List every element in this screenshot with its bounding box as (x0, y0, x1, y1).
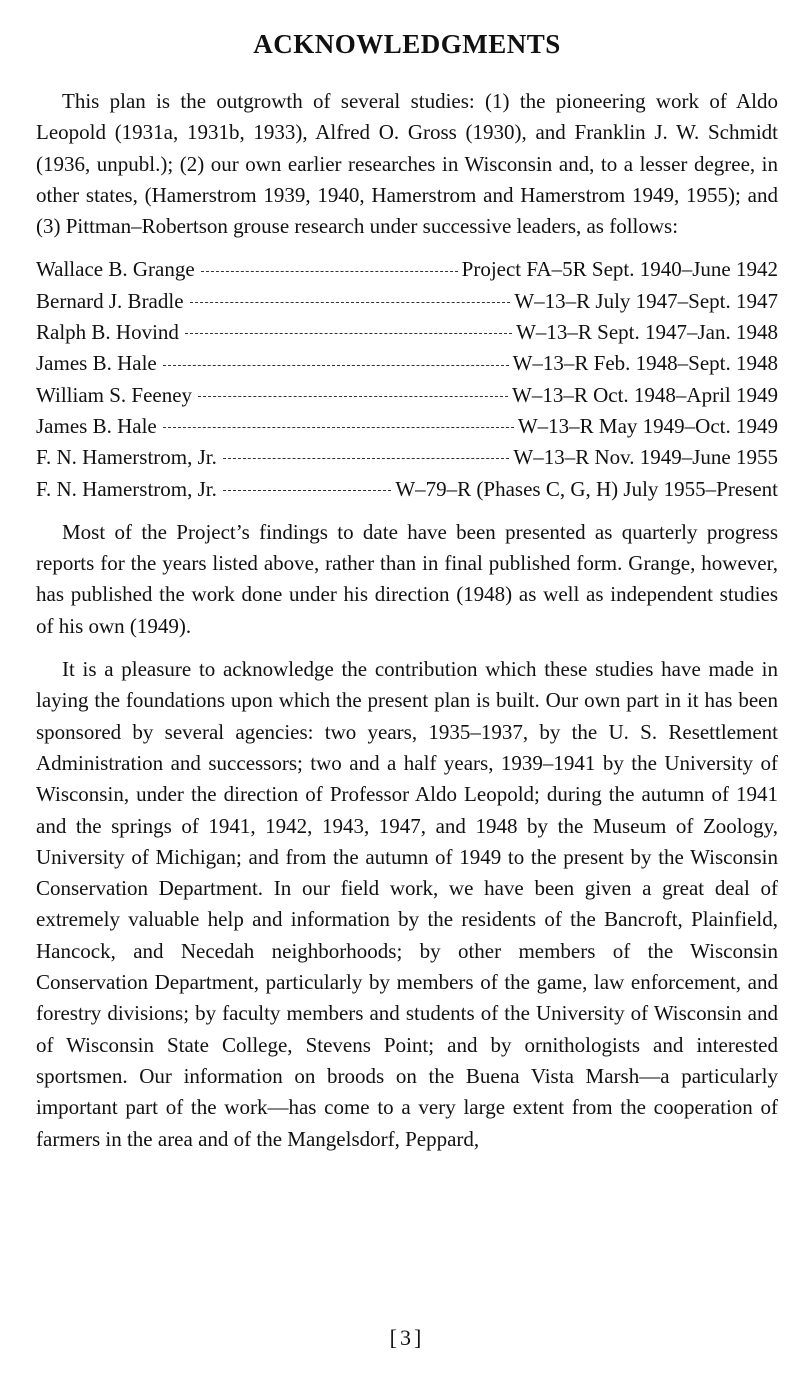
acknowledgment-paragraph: It is a pleasure to acknowledge the contribution which these studies have made in laying the foundations upon which the present plan is built. Our own part in it has been sponsored by several agencies: two years, 1935–1937, by the U. S. Resettlement Administration and successors; two and a half years, 1939–1941 by the University of Wisconsin, under the direction of Professor Aldo Leopold; during the autumn of 1941 and the springs of 1941, 1942, 1943, 1947, and 1948 by the Museum of Zoology, University of Michigan; and from the autumn of 1949 to the present by the Wisconsin Conservation Department. In our field work, we have been given a great deal of extremely valuable help and information by the residents of the Bancroft, Plainfield, Hancock, and Necedah neighborhoods; by other members of the Wisconsin Conservation Department, particularly by members of the game, law enforcement, and forestry divisions; by faculty members and students of the University of Wisconsin and of Wisconsin State College, Stevens Point; and by ornithologists and interested sportsmen. Our information on broods on the Buena Vista Marsh—a particularly important part of the work—has come to a very large extent from the cooperation of farmers in the area and of the Mangelsdorf, Peppard, (36, 657, 778, 1151)
leader-row (36, 317, 778, 348)
leader-name: F. N. Hamerstrom, Jr. (36, 445, 217, 470)
leader-name: F. N. Hamerstrom, Jr. (36, 476, 217, 501)
page-title: ACKNOWLEDGMENTS (253, 29, 561, 59)
leader-dash-line (190, 302, 511, 303)
leader-row (36, 411, 778, 442)
leader-project-period: W–13–R Feb. 1948–Sept. 1948 (512, 351, 778, 376)
leader-name: James B. Hale (36, 413, 157, 438)
leader-project-period: W–13–R Sept. 1947–Jan. 1948 (516, 320, 778, 345)
leader-project-period: W–13–R Oct. 1948–April 1949 (512, 382, 778, 407)
leader-name: Bernard J. Bradle (36, 288, 184, 313)
leader-name: William S. Feeney (36, 382, 193, 407)
document-page (36, 20, 778, 1365)
intro-paragraph: This plan is the outgrowth of several studies: (1) the pioneering work of Aldo Leopold (1931a, 1931b, 1933), Alfred O. Gross (1930), and Franklin J. W. Schmidt (1936, unpubl.); (2) our own earlier researches in Wisconsin and, to a lesser degree, in other states, (Hamerstrom 1939, 1940, Hamerstrom and Hamerstrom 1949, 1955); and (3) Pittman–Robertson grouse research under successive leaders, as follows: (36, 89, 778, 239)
leader-row (36, 380, 778, 411)
leader-project-period: W–13–R Nov. 1949–June 1955 (513, 445, 778, 470)
leader-dash-line (201, 271, 458, 272)
leader-name: James B. Hale (36, 351, 157, 376)
leaders-list (36, 254, 778, 504)
leader-dash-line (185, 333, 512, 334)
leader-row (36, 286, 778, 317)
leader-dash-line (223, 490, 391, 491)
leader-dash-line (223, 458, 509, 459)
leader-row (36, 442, 778, 473)
leader-project-period: W–13–R May 1949–Oct. 1949 (517, 413, 778, 438)
leader-project-period: Project FA–5R Sept. 1940–June 1942 (461, 257, 778, 282)
leader-name: Ralph B. Hovind (36, 320, 179, 345)
leader-project-period: W–79–R (Phases C, G, H) July 1955–Present (395, 476, 778, 501)
leader-dash-line (198, 396, 508, 397)
leader-row (36, 348, 778, 379)
leader-project-period: W–13–R July 1947–Sept. 1947 (514, 288, 778, 313)
leader-name: Wallace B. Grange (36, 257, 195, 282)
page-number: [3] (389, 1325, 425, 1350)
leader-dash-line (163, 365, 509, 366)
leader-dash-line (163, 427, 514, 428)
findings-paragraph: Most of the Project’s findings to date have been presented as quarterly progress reports for the years listed above, rather than in final published form. Grange, however, has published the work done under his direction (1948) as well as independent studies of his own (1949). (36, 519, 778, 638)
leader-row (36, 254, 778, 285)
leader-row (36, 474, 778, 505)
